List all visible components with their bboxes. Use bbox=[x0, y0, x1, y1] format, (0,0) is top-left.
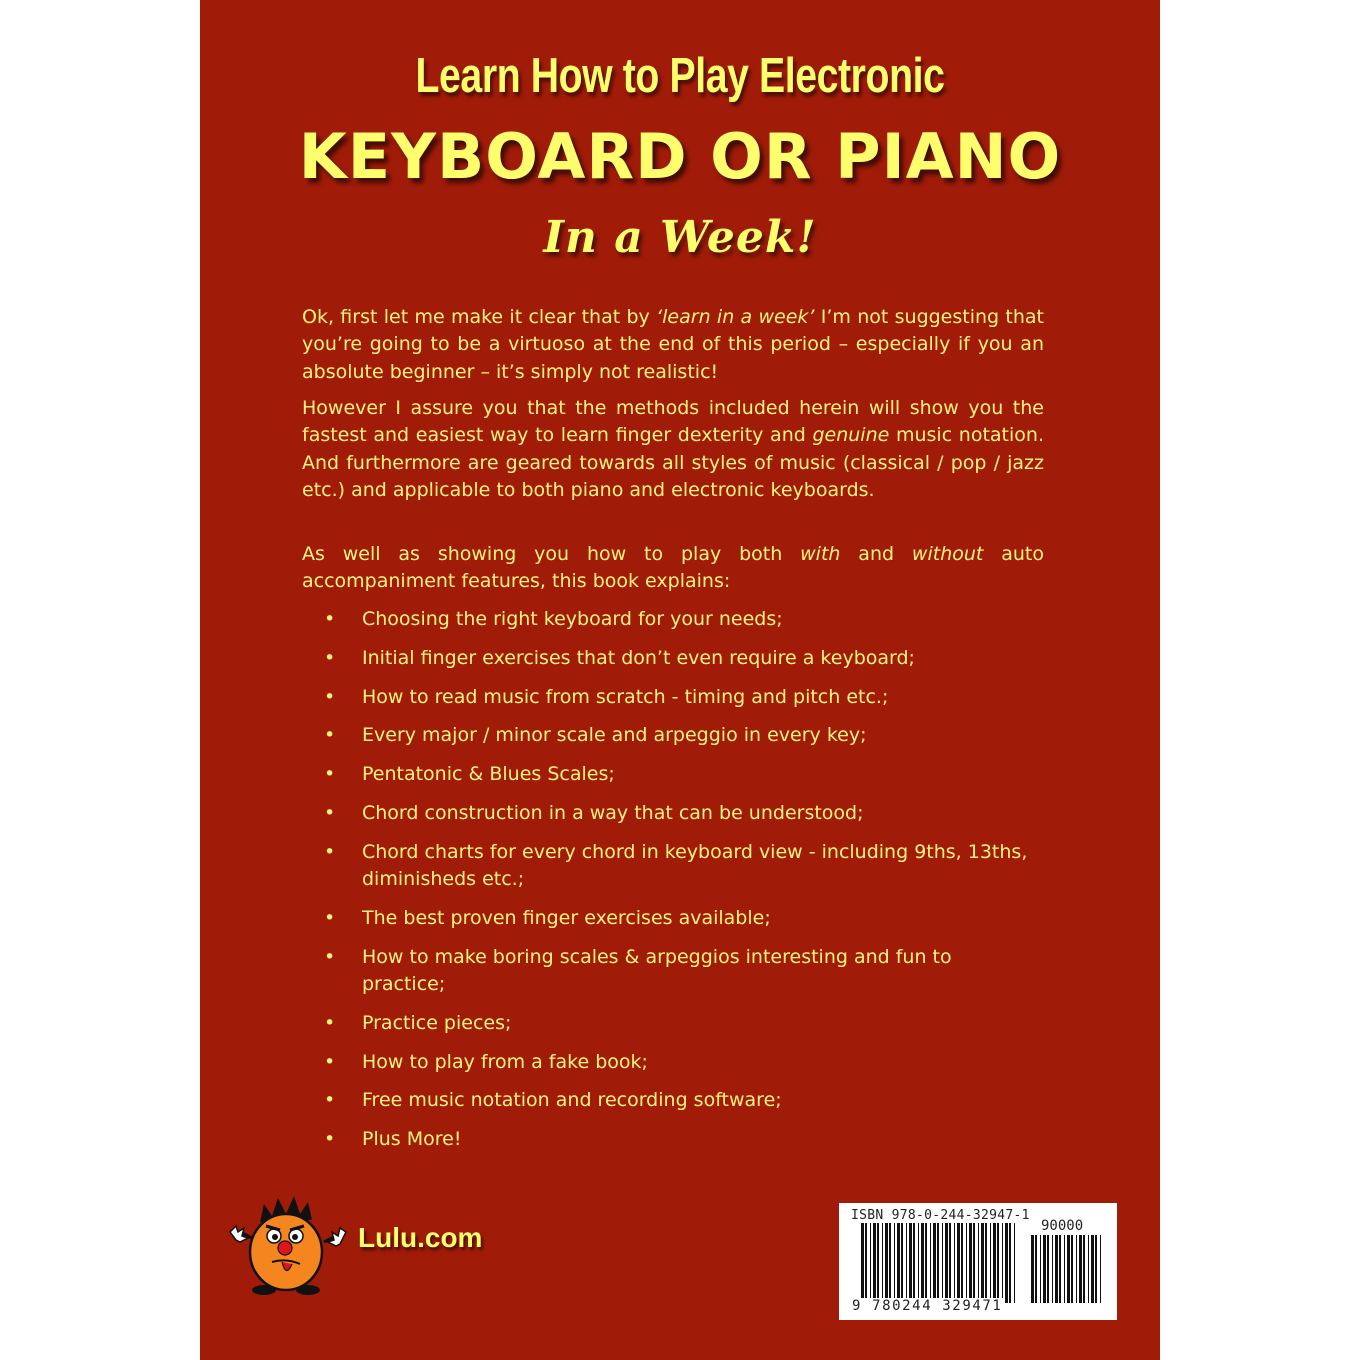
isbn-barcode bbox=[839, 1203, 1117, 1320]
list-item: • How to make boring scales & arpeggios interesting and fun to practice; bbox=[324, 945, 952, 995]
feature-list bbox=[320, 606, 1040, 1165]
bullet-icon: • bbox=[324, 608, 336, 630]
bullet-icon: • bbox=[324, 685, 336, 708]
bullet-icon: • bbox=[324, 801, 336, 824]
barcode-digits: 9 780244 329471 bbox=[852, 1298, 1003, 1314]
book-back-cover bbox=[200, 0, 1160, 1360]
title-line-1: Learn How to Play Electronic bbox=[415, 49, 945, 103]
bullet-icon: • bbox=[324, 840, 336, 863]
list-item: • The best proven finger exercises available; bbox=[320, 905, 1040, 932]
list-item: • Pentatonic & Blues Scales; bbox=[320, 761, 1040, 788]
bullet-icon: • bbox=[324, 906, 336, 929]
features-paragraph: As well as showing you how to play both with and without auto accompaniment features, this book explains: bbox=[302, 543, 1044, 593]
list-item: • How to read music from scratch - timing and pitch etc.; bbox=[320, 684, 1040, 711]
list-item: • Plus More! bbox=[320, 1126, 1040, 1153]
mascot-logo-icon bbox=[228, 1192, 348, 1298]
list-item: • Initial finger exercises that don’t even require a keyboard; bbox=[320, 645, 1040, 672]
bullet-icon: • bbox=[324, 1011, 336, 1034]
intro-paragraph: Ok, first let me make it clear that by ‘learn in a week’ I’m not suggesting that you’re going to be a virtuoso at the end of this period – especially if you an absolute beginner – it’s simply not realistic! bbox=[302, 306, 1044, 383]
bullet-icon: • bbox=[324, 724, 336, 747]
list-item: • Chord charts for every chord in keyboard view - including 9ths, 13ths, diminisheds etc.; bbox=[324, 840, 1028, 891]
bullet-icon: • bbox=[324, 1089, 336, 1112]
title-line-3: In a Week! bbox=[543, 212, 817, 263]
bullet-icon: • bbox=[324, 945, 336, 968]
list-item: • Every major / minor scale and arpeggio in every key; bbox=[320, 722, 1040, 749]
bullet-icon: • bbox=[324, 763, 336, 786]
bullet-icon: • bbox=[324, 646, 336, 669]
bullet-icon: • bbox=[324, 1128, 336, 1151]
isbn-number: ISBN 978-0-244-32947-1 bbox=[851, 1208, 1030, 1223]
list-item: • Chord construction in a way that can be understood; bbox=[320, 800, 1040, 827]
bullet-icon: • bbox=[324, 1050, 336, 1073]
price-code: 90000 bbox=[1041, 1218, 1084, 1234]
list-item: • Choosing the right keyboard for your needs; bbox=[320, 606, 1040, 633]
list-item: • How to play from a fake book; bbox=[320, 1049, 1040, 1076]
methods-paragraph: However I assure you that the methods included herein will show you the fastest and easiest way to learn finger dexterity and genuine music notation. And furthermore are geared towards all styles of music (classical / pop / jazz etc.) and applicable to both piano and electronic keyboards. bbox=[302, 397, 1044, 501]
title-line-2: KEYBOARD OR PIANO bbox=[298, 120, 1062, 193]
list-item: • Free music notation and recording software; bbox=[320, 1087, 1040, 1114]
publisher-logo-text: Lulu.com bbox=[358, 1222, 483, 1253]
list-item: • Practice pieces; bbox=[320, 1010, 1040, 1037]
